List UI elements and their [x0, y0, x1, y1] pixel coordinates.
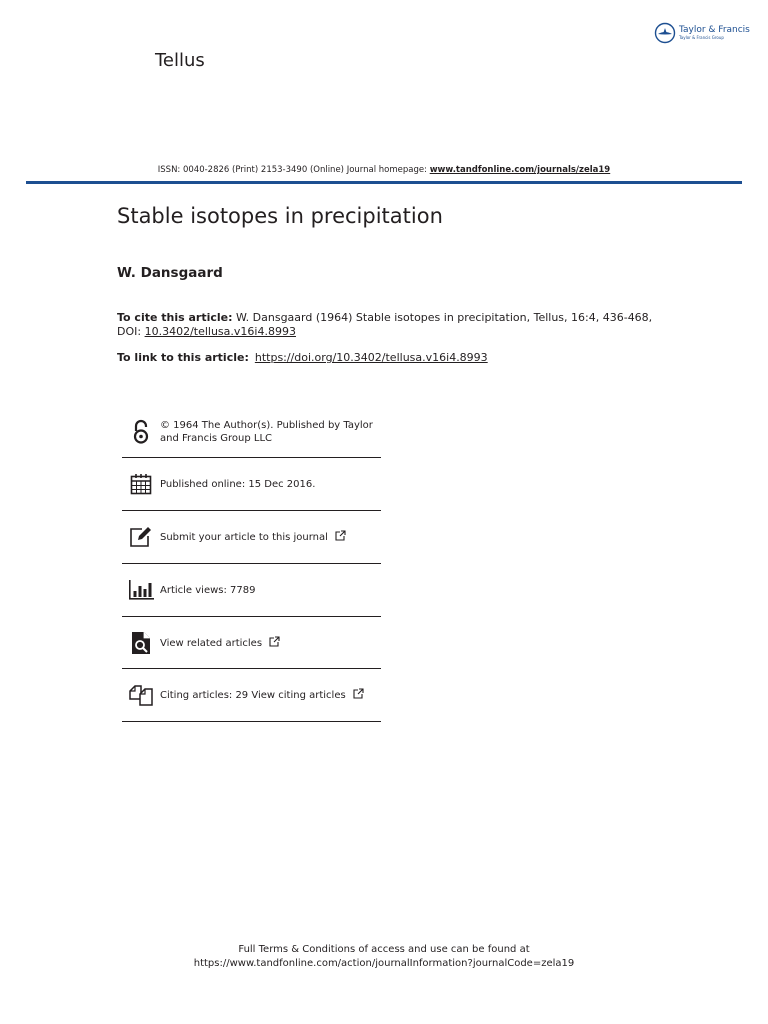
issn-text: ISSN: 0040-2826 (Print) 2153-3490 (Online) Journal homepage:: [157, 165, 430, 175]
view-citing-link[interactable]: [160, 688, 364, 702]
article-views: Article views: 7789: [160, 584, 256, 596]
journal-title: Tellus: [155, 50, 205, 71]
footer-terms-url[interactable]: https://www.tandfonline.com/action/journalInformation?journalCode=zela19: [193, 958, 575, 969]
article-meta-list: [122, 406, 381, 722]
article-title: Stable isotopes in precipitation: [117, 204, 443, 228]
external-link-icon: [335, 530, 346, 541]
footer: [0, 943, 768, 971]
published-row: [122, 458, 381, 511]
publisher-name: Taylor & Francis: [679, 25, 750, 35]
journal-homepage-link[interactable]: www.tandfonline.com/journals/zela19: [429, 165, 611, 175]
view-related-link[interactable]: [160, 636, 280, 650]
related-articles-icon: [131, 631, 151, 655]
edit-icon: [129, 526, 153, 548]
article-link-label: To link to this article:: [117, 351, 249, 364]
header-divider: [26, 181, 742, 184]
publisher-subname: Taylor & Francis Group: [679, 35, 724, 40]
publisher-logo: [654, 22, 750, 44]
submit-article-label: Submit your article to this journal: [160, 532, 328, 543]
open-access-icon: [133, 419, 149, 445]
license-row: [122, 406, 381, 458]
citing-row[interactable]: [122, 669, 381, 722]
citation-block: [117, 311, 677, 339]
submit-row[interactable]: [122, 511, 381, 564]
citing-articles-label: Citing articles: 29 View citing articles: [160, 690, 346, 701]
submit-article-link[interactable]: [160, 530, 346, 544]
article-link-block: [117, 351, 488, 364]
calendar-icon: [130, 473, 152, 495]
citing-articles-icon: [129, 684, 153, 706]
related-row[interactable]: [122, 617, 381, 669]
issn-line: [0, 165, 768, 175]
external-link-icon: [269, 636, 280, 647]
citation-doi-link[interactable]: 10.3402/tellusa.v16i4.8993: [144, 325, 296, 338]
citation-label: To cite this article:: [117, 311, 233, 324]
citation-text: W. Dansgaard (1964) Stable isotopes in precipitation, Tellus, 16:4, 436-468, DOI:: [117, 311, 653, 338]
license-text: © 1964 The Author(s). Published by Taylor and Francis Group LLC: [160, 419, 373, 444]
bar-chart-icon: [128, 580, 154, 600]
published-date: Published online: 15 Dec 2016.: [160, 478, 316, 490]
article-author: W. Dansgaard: [117, 265, 223, 281]
view-related-label: View related articles: [160, 637, 263, 649]
views-row: [122, 564, 381, 617]
article-doi-link[interactable]: https://doi.org/10.3402/tellusa.v16i4.8993: [254, 351, 488, 364]
taylor-francis-logo-icon: [654, 22, 676, 44]
footer-terms-text: Full Terms & Conditions of access and use can be found at: [238, 944, 530, 955]
external-link-icon: [353, 688, 364, 699]
